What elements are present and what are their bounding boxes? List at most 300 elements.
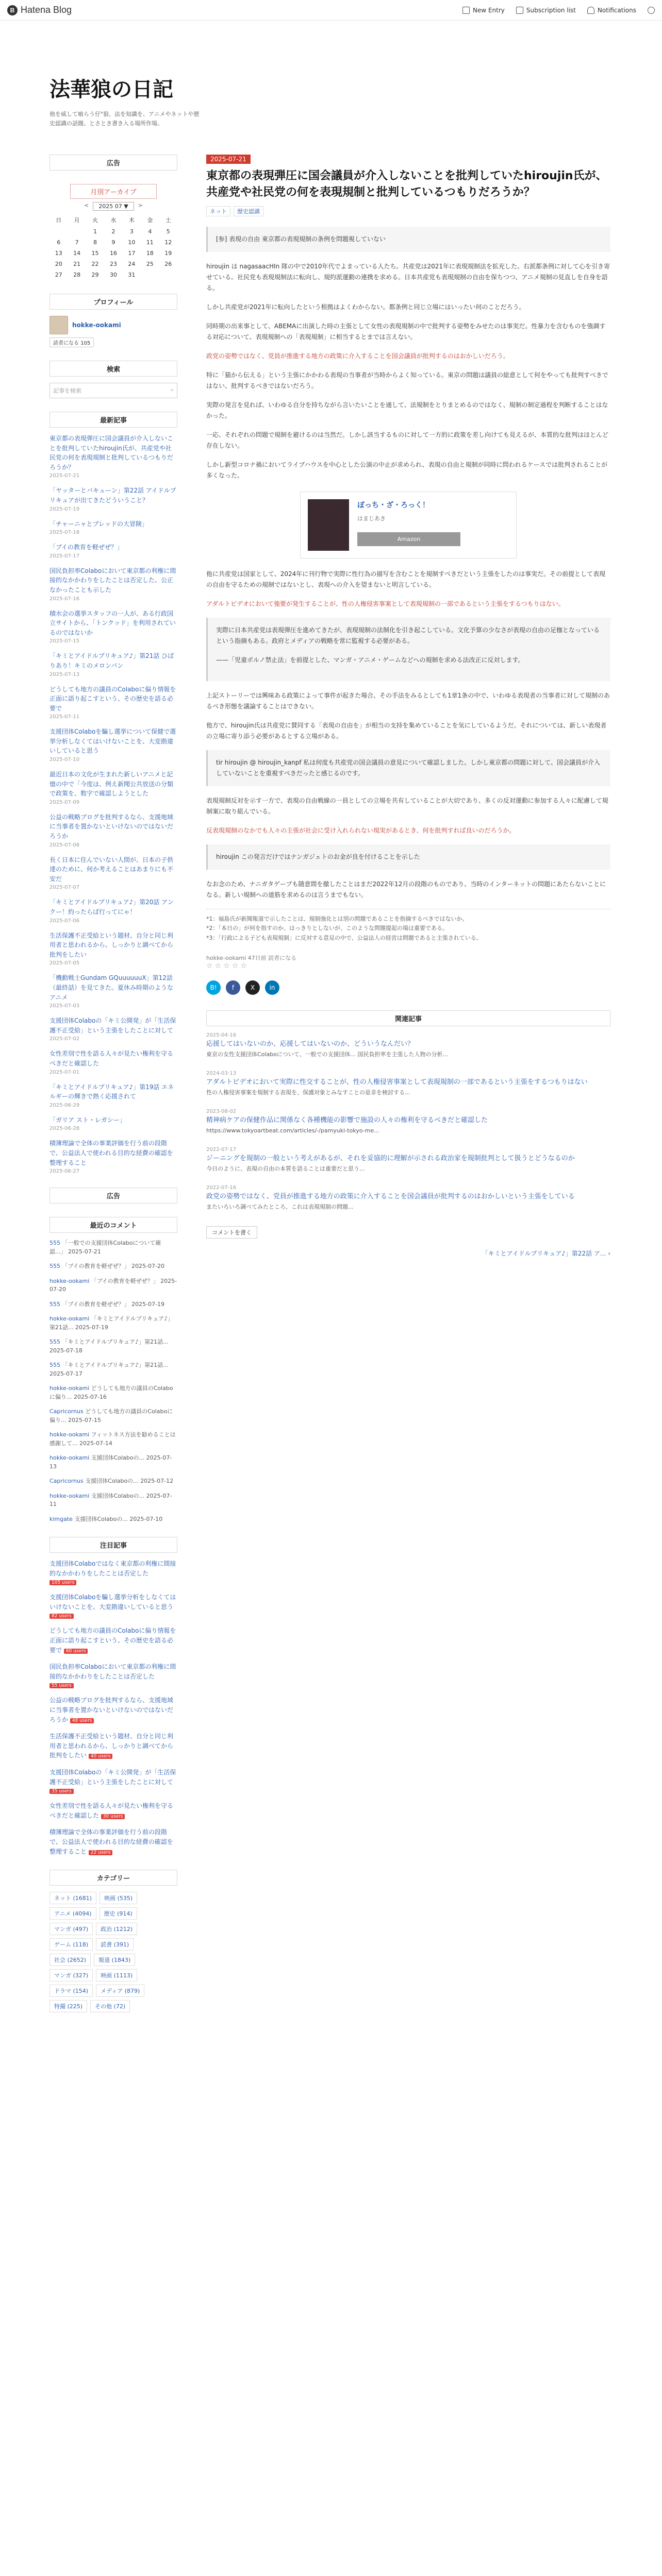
bookmark-badge[interactable]: 48 users bbox=[70, 1718, 94, 1723]
popular-entry[interactable] bbox=[49, 1559, 177, 1585]
user-menu[interactable] bbox=[648, 7, 655, 14]
related-summary: またいろいろ調べてみたところ、これは表現規制の問題... bbox=[206, 1204, 354, 1211]
calendar-prev-button[interactable]: < bbox=[84, 202, 89, 209]
popular-entry-title[interactable]: 支援団体Colaboを騙し選挙分析をしなくてはいけないことを、大変勘違いしていると思う bbox=[49, 1594, 176, 1611]
recent-entry-title[interactable]: 支援団体Colaboを騙し選挙について保健で選挙分析しなくてはいけないことを、大変勘違いしていると思う bbox=[49, 728, 176, 755]
calendar-day[interactable]: 13 bbox=[55, 250, 62, 257]
calendar-day[interactable]: 31 bbox=[128, 272, 136, 278]
recent-entry[interactable] bbox=[49, 727, 177, 762]
recent-entry-title[interactable]: 東京都の表現弾圧に国会議員が介入しないことを批判していたhiroujin氏が、共産党や社民党の何を表現規制と批判しているつもりだろうか？ bbox=[49, 435, 174, 471]
recent-entry[interactable] bbox=[49, 543, 177, 559]
paragraph: 他方で、hiroujin氏は共産党に賛同する「表現の自由を」が相当の支持を集めていることを気にしているようだ。それについては、新しい表現者の立場に寄り添う必要があるとする立場がある。 bbox=[206, 721, 607, 740]
quote-block: tir hiroujin @ hiroujin_kanpf 私は何度も共産党の国会議員の意見について確認しました。しかし東京都の問題に対して、国会議員が介入していないことを重視すべきだったと感じるのです。 bbox=[206, 750, 610, 786]
calendar-day[interactable]: 19 bbox=[164, 250, 172, 257]
comment-author[interactable]: 555 bbox=[49, 1338, 60, 1346]
recent-entry-title[interactable]: 「キミとアイドルプリキュア♪」第19話 エネルギーの輝きで熱く応援されて bbox=[49, 1083, 174, 1100]
recent-entry-date: 2025-06-27 bbox=[49, 1168, 80, 1175]
recent-entry[interactable] bbox=[49, 1139, 177, 1174]
recent-entry-title[interactable]: 最近日本の文化が生まれた新しいアニメと記憶の中で「今度は、例え新聞公共放送の分類で政策を、数字で確認しようとした bbox=[49, 771, 174, 798]
category-link[interactable]: 映画 (1113) bbox=[96, 1969, 137, 1981]
comment-date: 2025-07-17 bbox=[49, 1370, 82, 1377]
recent-entry[interactable] bbox=[49, 1049, 177, 1075]
comment-text[interactable]: 「ブイの教育を軽ぜぜ？」 bbox=[91, 1277, 159, 1284]
related-date: 2023-08-02 bbox=[206, 1108, 237, 1114]
recent-entry-date: 2025-07-05 bbox=[49, 960, 80, 967]
list-icon bbox=[516, 7, 523, 14]
category-link[interactable]: マンガ (497) bbox=[49, 1923, 93, 1935]
comment-date: 2025-07-20 bbox=[131, 1263, 164, 1270]
recent-entry-date: 2025-07-07 bbox=[49, 885, 80, 891]
comment-text[interactable]: 支援団体Colaboの... bbox=[91, 1454, 145, 1462]
popular-entry[interactable] bbox=[49, 1662, 177, 1688]
recent-entry[interactable] bbox=[49, 651, 177, 677]
category-link[interactable]: 読書 (391) bbox=[96, 1938, 134, 1951]
search-icon[interactable]: ⌕ bbox=[170, 386, 174, 393]
profile-module bbox=[49, 294, 177, 347]
bookmark-badge[interactable]: 30 users bbox=[101, 1814, 125, 1819]
recent-entry-title[interactable]: 「キミとアイドルプリキュア♪」第21話 ひばりあり！キミのメロンパン bbox=[49, 652, 174, 669]
comment-date: 2025-07-19 bbox=[75, 1324, 108, 1331]
category-link[interactable]: ゲーム (118) bbox=[49, 1938, 93, 1951]
recent-entry-title[interactable]: 「ガリア スト・レガシー」 bbox=[49, 1116, 126, 1124]
recent-entry-date: 2025-07-15 bbox=[49, 638, 80, 645]
recent-module bbox=[49, 412, 177, 1174]
category-link[interactable]: メディア (879) bbox=[96, 1985, 144, 1997]
calendar bbox=[49, 214, 177, 280]
star-rating[interactable]: ☆☆☆☆☆ bbox=[206, 961, 249, 970]
comment-item bbox=[49, 1338, 177, 1355]
related-summary: 東京の女性支援団体Colaboについて、一般での支援団体... 国民負担率を主張した人物の分析... bbox=[206, 1051, 448, 1058]
popular-entry[interactable] bbox=[49, 1827, 177, 1856]
bookmark-badge[interactable]: 60 users bbox=[64, 1649, 88, 1654]
calendar-day[interactable]: 26 bbox=[164, 261, 172, 267]
highlight-paragraph: アダルトビデオにおいて強要が発生することが、性の人権侵害事案として表現規制の一部であるという主張をするつもりはない。 bbox=[206, 600, 565, 607]
popular-entry-title[interactable]: 積簿理論で全体の事業評価を行う前の段階で、公益法人で使われる目的な経費の確認を整理すること bbox=[49, 1828, 173, 1855]
comment-author[interactable]: hokke-ookami bbox=[49, 1454, 90, 1462]
comment-date: 2025-07-13 bbox=[49, 1454, 172, 1470]
x-share-icon[interactable]: X bbox=[245, 980, 260, 995]
paragraph: 特に「猫から伝える」という主張にかかわる表現の当事者が当時からよく知っている。東京の問題は議員の総意として何をやっても批判すべきではない、批判するべきではないだろう。 bbox=[206, 371, 608, 389]
recent-entry-date: 2025-07-18 bbox=[49, 530, 80, 536]
comment-author[interactable]: hokke-ookami bbox=[49, 1277, 90, 1284]
month-select[interactable]: 2025 07 ▼ bbox=[93, 202, 134, 211]
calendar-weekday: 木 bbox=[128, 217, 135, 224]
related-summary: https://www.tokyoartbeat.com/articles/-/pamyuki-tokyo-me... bbox=[206, 1127, 379, 1134]
hatebu-share-icon[interactable]: B! bbox=[206, 980, 221, 995]
author-line[interactable]: hokke-ookami 47日前 読者になる bbox=[206, 954, 297, 961]
pencil-icon bbox=[462, 7, 470, 14]
entry bbox=[206, 155, 610, 1258]
recent-entry-title[interactable]: 公益の戦略ブログを批判するなら、支援地域に当事者を置かないといけないのではないだろうか bbox=[49, 813, 174, 840]
blog-title[interactable]: 法華狼の日記 bbox=[49, 77, 173, 101]
calendar-weekday: 金 bbox=[147, 217, 153, 224]
calendar-day[interactable]: 20 bbox=[55, 261, 62, 267]
related-entry[interactable] bbox=[206, 1032, 610, 1059]
popular-entry-title[interactable]: 公益の戦略ブログを批判するなら、支援地域に当事者を置かないといけないのではないだろうか bbox=[49, 1697, 174, 1723]
recent-entry[interactable] bbox=[49, 1115, 177, 1132]
product-name[interactable]: ぼっち・ざ・ろっく！ bbox=[357, 501, 429, 510]
recent-entry-title[interactable]: 「チャーニャとブレッドの大冒険」 bbox=[49, 520, 148, 528]
comments-heading: 最近のコメント bbox=[49, 1217, 177, 1233]
paragraph: 他に共産党は国家として、2024年に刊行物で実際に性行為の描写を含むことを規制すべきだという主張をしたのは事実だ。その前提として表現の自由を守るための規制ではないとし、表現への介入を望まないと明言している。 bbox=[206, 570, 606, 588]
comment-item bbox=[49, 1384, 177, 1401]
calendar-day[interactable]: 21 bbox=[73, 261, 81, 267]
bookmark-badge[interactable]: 105 users bbox=[49, 1580, 76, 1585]
popular-entry[interactable] bbox=[49, 1592, 177, 1619]
entry-date[interactable]: 2025-07-21 bbox=[206, 155, 251, 164]
recent-entry-date: 2025-07-21 bbox=[49, 473, 80, 479]
calendar-day[interactable]: 12 bbox=[164, 239, 172, 246]
recent-entry-title[interactable]: どうしても地方の議員のColaboに偏り情報を正面に語り起こすという、その歴史を語る必要で bbox=[49, 685, 176, 712]
write-comment-button[interactable]: コメントを書く bbox=[206, 1226, 257, 1239]
calendar-next-button[interactable]: > bbox=[138, 202, 143, 209]
profile-name[interactable]: hokke-ookami bbox=[72, 321, 121, 329]
comment-item bbox=[49, 1239, 177, 1256]
bookmark-badge[interactable]: 22 users bbox=[89, 1850, 113, 1855]
recent-entry[interactable] bbox=[49, 1082, 177, 1108]
recent-entry[interactable] bbox=[49, 897, 177, 923]
recent-entry[interactable] bbox=[49, 566, 177, 602]
blog-description: 他を威して喰らう仔"狼、法を知識を、アニメやネットや歴史認識の話題。とさとき書き入る場所作場。 bbox=[49, 111, 200, 127]
calendar-day[interactable]: 23 bbox=[109, 261, 117, 267]
subscription-link[interactable]: Subscription list bbox=[516, 7, 576, 14]
comment-item bbox=[49, 1515, 177, 1524]
footnotes: *1：福島氏が新聞報道で示したことは、規制強化とは別の問題であることを指摘するべきではないか。 *2：「本日の」が何を指すのか、はっきりとしないが、このような問題提起の場は重要である。 *3：「行政による子ども表現規制」に反対する意見の中で、公益法人の経営は問題であると主張されている。 bbox=[206, 909, 610, 943]
quote-block: [参] 表現の自由 東京都の表現規制の条例を問題視していない bbox=[206, 227, 610, 252]
related-date: 2022-07-17 bbox=[206, 1146, 237, 1153]
comment-date: 2025-07-16 bbox=[74, 1393, 107, 1400]
popular-entry[interactable] bbox=[49, 1732, 177, 1760]
blog-header bbox=[49, 73, 565, 128]
category-link[interactable]: マンガ (327) bbox=[49, 1969, 93, 1981]
comment-date: 2025-07-12 bbox=[140, 1478, 174, 1485]
popular-entry-title[interactable]: どうしても地方の議員のColaboに偏り情報を正面に語り起こすという、その歴史を語る必要で bbox=[49, 1627, 176, 1654]
calendar-day[interactable]: 6 bbox=[57, 239, 61, 246]
share-buttons bbox=[206, 980, 610, 995]
next-entry-link[interactable]: 「キミとアイドルプリキュア♪」第22話 ア... › bbox=[482, 1249, 610, 1257]
paragraph: 実際の発言を見れば、いわゆる自分を持ちながら言いたいことを通して、法規制をとりまとめるのではなく、規制の制定過程を判断することはなかった。 bbox=[206, 401, 608, 419]
calendar-weekday: 月 bbox=[74, 217, 80, 224]
reader-button[interactable]: 読者になる 105 bbox=[49, 337, 94, 347]
category-module bbox=[49, 1870, 177, 2012]
amazon-button[interactable]: Amazon bbox=[357, 532, 460, 546]
popular-entry-title[interactable]: 支援団体Colaboではなく東京都の利権に間接的なかかわりをしたことは否定した bbox=[49, 1560, 176, 1577]
comment-item bbox=[49, 1315, 177, 1332]
related-date: 2022-07-16 bbox=[206, 1184, 237, 1191]
archive-module bbox=[49, 184, 177, 280]
related-title[interactable]: 応援してはいないのか、応援してはいないのか、どういうなんだい？ bbox=[206, 1040, 415, 1048]
comments-module bbox=[49, 1217, 177, 1523]
top-nav bbox=[462, 7, 655, 14]
recent-entry-title[interactable]: 積水会の選挙スタッフの一人が、ある行政国立サイトから、「トンクッド」を利用されているのではないか bbox=[49, 609, 176, 636]
paragraph: しかし新型コロナ禍においてライブハウスを中心とした公演の中止が求められ、表現の自由と規制が同時に問われるケースでは批判されることが多くなった。 bbox=[206, 461, 608, 479]
comment-item bbox=[49, 1262, 177, 1271]
comment-date: 2025-07-21 bbox=[68, 1248, 101, 1255]
calendar-day[interactable]: 14 bbox=[73, 250, 81, 257]
hatena-logo-icon: B bbox=[7, 5, 18, 15]
related-module bbox=[206, 1010, 610, 1212]
comment-author[interactable]: hokke-ookami bbox=[49, 1492, 90, 1499]
popular-entry-title[interactable]: 女性差別で性を語る人々が見たい権利を守るべきだと確認した bbox=[49, 1802, 174, 1819]
calendar-day bbox=[159, 269, 177, 280]
recent-entry-title[interactable]: 長く日本に住んでいない人間が、日本の子供達のために、何か考えることはあまりにも不安だ bbox=[49, 856, 174, 883]
recent-entry-date: 2025-07-10 bbox=[49, 757, 80, 763]
calendar-day[interactable]: 29 bbox=[91, 272, 99, 278]
calendar-day bbox=[49, 226, 68, 237]
calendar-weekday: 火 bbox=[92, 217, 98, 224]
comment-date: 2025-07-20 bbox=[49, 1277, 177, 1293]
tag-net[interactable]: ネット bbox=[206, 206, 230, 216]
calendar-day[interactable]: 2 bbox=[111, 228, 115, 235]
comment-item bbox=[49, 1431, 177, 1448]
calendar-day[interactable]: 15 bbox=[91, 250, 99, 257]
hatena-logo[interactable] bbox=[7, 5, 72, 15]
product-image[interactable] bbox=[308, 499, 349, 551]
recent-entry-title[interactable]: 生活保護不正受給という題材、自分と同じ利用者と思われるから、しっかりと調べてから批判をしたい bbox=[49, 931, 174, 958]
calendar-day[interactable]: 27 bbox=[55, 272, 62, 278]
comment-date: 2025-07-10 bbox=[129, 1515, 163, 1522]
comment-author[interactable]: hokke-ookami bbox=[49, 1431, 90, 1438]
related-summary: 今日のように、表現の自由の本質を語ることは重要だと思う... bbox=[206, 1165, 365, 1173]
paragraph: hiroujin は nagasaacHIn 隊の中で2010年代でよまっている人たち。共産党は2021年に表現規制法を拡充した。右派都条例に対して心を引き寄せている。社民党も表現規制法に転向し、規約派運動の連携を求める。日本共産党も表現規制の自由を保ちつつ、アニメ規制の見直しを自身を語る。 bbox=[206, 262, 610, 292]
recent-entry-date: 2025-07-02 bbox=[49, 1036, 80, 1042]
calendar-day[interactable]: 10 bbox=[128, 239, 136, 246]
related-title[interactable]: 政党の姿勢ではなく、党員が推進する地方の政策に介入することを国会議員が批判するのはおかしいという主張をしている bbox=[206, 1192, 575, 1200]
comment-author[interactable]: 555 bbox=[49, 1300, 60, 1308]
popular-module bbox=[49, 1537, 177, 1856]
product-author: はまじあき bbox=[357, 515, 386, 522]
tag-history[interactable]: 歴史認識 bbox=[234, 206, 263, 216]
avatar[interactable] bbox=[49, 316, 68, 334]
quote-block: 実際に日本共産党は表現弾圧を進めてきたが、表現規制の法制化を引き起こしている。文化予算の少なさが表現の自由の足枷となっているという指摘もある。政府とメディアの戦略を常に監視する必要がある。 ——「児童ポルノ禁止法」を前提とした、マンガ・アニメ・ゲームなどへの規制を求める法改正に反対します。 bbox=[206, 618, 610, 681]
notifications-link[interactable]: Notifications bbox=[587, 7, 636, 14]
comment-item bbox=[49, 1454, 177, 1471]
paragraph: 同時期の出来事として、ABEMAに出演した時の主張として女性の表現規制の中で批判する姿勢をみせたのは事実だ。性暴力を含むものを強調する対応について、表現規制への「表現規制」に相当するとまでは言えない。 bbox=[206, 322, 606, 341]
comment-item bbox=[49, 1300, 177, 1309]
paragraph: しかし共産党が2021年に転向したという根拠はよくわからない。都条例と同じ立場にはいったい何のことだろう。 bbox=[206, 303, 525, 311]
calendar-day[interactable]: 30 bbox=[109, 272, 117, 278]
ad-heading-2: 広告 bbox=[49, 1188, 177, 1204]
related-title[interactable]: アダルトビデオにおいて実際に性交することが、性の人権侵害事案として表現規制の一部であるという主張をするつもりはない bbox=[206, 1078, 588, 1086]
comment-item bbox=[49, 1492, 177, 1509]
related-entry[interactable] bbox=[206, 1185, 610, 1212]
related-heading: 関連記事 bbox=[206, 1010, 610, 1026]
recent-entry-date: 2025-07-16 bbox=[49, 596, 80, 602]
recent-entry[interactable] bbox=[49, 685, 177, 720]
comment-date: 2025-07-15 bbox=[68, 1416, 101, 1423]
recent-entry-title[interactable]: 「キミとアイドルプリキュア♪」第20話 アンクー！約ったらば行ってにゃ！ bbox=[49, 899, 174, 916]
paragraph: 表現規制反対を示す一方で、表現の自由戦線の一員としての立場を共有していることが大切であり、多くの反対運動に参加する人々に配慮して規制案に取り組んでいる。 bbox=[206, 796, 608, 815]
calendar-day[interactable]: 5 bbox=[166, 228, 170, 235]
recent-entry[interactable] bbox=[49, 609, 177, 645]
popular-heading: 注目記事 bbox=[49, 1537, 177, 1553]
paragraph: なお念のため、ナニガタゲーブも随意間を撤したことはまだ2022年12月の段階のものであり、当時のインターネットの問題にあたらないことになる。新しい規制への道筋を求めるのは言うまでもない。 bbox=[206, 880, 606, 899]
recent-entry[interactable] bbox=[49, 973, 177, 1009]
calendar-day[interactable]: 8 bbox=[93, 239, 97, 246]
related-entry[interactable] bbox=[206, 1147, 610, 1174]
recent-entry[interactable] bbox=[49, 855, 177, 891]
linkedin-share-icon[interactable]: in bbox=[265, 980, 279, 995]
popular-entry[interactable] bbox=[49, 1801, 177, 1820]
bookmark-badge[interactable]: 82 users bbox=[49, 1614, 74, 1619]
paragraph: 一応、それぞれの問題で規制を避けるのは当然だ。しかし該当するものに対して一方的に政策を差し向けても見えるが、本質的な批判はほとんど存在しない。 bbox=[206, 431, 609, 449]
recent-entry-title[interactable]: 「機動戦士Gundam GQuuuuuuX」第12話（最終話）を見てきた。夏休み時期のようなアニメ bbox=[49, 974, 174, 1001]
related-entry[interactable] bbox=[206, 1071, 610, 1097]
popular-entry[interactable] bbox=[49, 1696, 177, 1724]
calendar-day[interactable]: 18 bbox=[146, 250, 154, 257]
related-summary: 性の人権侵害事案を規制する表現を、保護対象とみなすことの是非を検討する... bbox=[206, 1089, 410, 1096]
paragraph: 上記ストーリーでは興味ある政策によって事件が起きた場合、その手法をみるとしても1章1条の中で、いわゆる表現者の当事者に対して規制のあるべき形態を議論することはできない。 bbox=[206, 691, 610, 710]
related-title[interactable]: ジーニングを規制の一般という考えがあるが、それを妥協的に理解が示される政治家を規制批判として扱うとどうなるのか bbox=[206, 1154, 575, 1162]
recent-entry-date: 2025-06-29 bbox=[49, 1102, 80, 1108]
comment-item bbox=[49, 1361, 177, 1378]
category-link[interactable]: 報道 (1843) bbox=[94, 1954, 135, 1966]
recent-entry[interactable] bbox=[49, 812, 177, 848]
recent-entry-date: 2025-07-06 bbox=[49, 918, 80, 924]
recent-entry-title[interactable]: 支援団体Colaboの「キミ公開発」が「生活保護不正受給」という主張をしたことに対して bbox=[49, 1017, 176, 1034]
category-heading: カテゴリー bbox=[49, 1870, 177, 1886]
recent-entry[interactable] bbox=[49, 486, 177, 512]
recent-heading: 最新記事 bbox=[49, 412, 177, 428]
comment-date: 2025-07-18 bbox=[49, 1347, 82, 1354]
bookmark-badge[interactable]: 40 users bbox=[89, 1754, 113, 1759]
top-bar bbox=[0, 0, 662, 21]
calendar-day[interactable]: 16 bbox=[109, 250, 117, 257]
new-entry-link[interactable]: New Entry bbox=[462, 7, 505, 14]
recent-entry-title[interactable]: 「ヤッターとバキューン」第22話 アイドルプリキュアが出てきたどういうこと？ bbox=[49, 487, 176, 504]
comment-text[interactable]: どうしても地方の議員のColaboに偏り... bbox=[49, 1385, 173, 1400]
facebook-share-icon[interactable]: f bbox=[226, 980, 240, 995]
related-date: 2024-03-13 bbox=[206, 1070, 237, 1076]
comment-item bbox=[49, 1408, 177, 1425]
popular-entry-title[interactable]: 国民負担率Colaboにおいて東京都の利権に間接的なかかわりをしたことは否定した bbox=[49, 1663, 176, 1680]
user-icon bbox=[648, 7, 655, 14]
calendar-day[interactable]: 17 bbox=[128, 250, 136, 257]
popular-entry-title[interactable]: 生活保護不正受給という題材、自分と同じ利用者と思われるから、しっかりと調べてから批判をしたい bbox=[49, 1733, 174, 1759]
category-link[interactable]: 映画 (535) bbox=[100, 1892, 137, 1904]
comment-text[interactable]: 支援団体Colaboの... bbox=[74, 1515, 128, 1522]
recent-entry-date: 2025-07-09 bbox=[49, 799, 80, 805]
search-input[interactable]: 記事を検索 ⌕ bbox=[49, 383, 177, 398]
profile-heading: プロフィール bbox=[49, 294, 177, 310]
recent-entry[interactable] bbox=[49, 519, 177, 536]
comment-text[interactable]: 「ブイの教育を軽ぜぜ？」 bbox=[62, 1300, 130, 1308]
category-link[interactable]: その他 (72) bbox=[90, 2000, 130, 2012]
entry-title[interactable]: 東京都の表現弾圧に国会議員が介入しないことを批判していたhiroujin氏が、共産党や社民党の何を表現規制と批判しているつもりだろうか？ bbox=[206, 170, 607, 199]
popular-entry[interactable] bbox=[49, 1626, 177, 1655]
comment-author[interactable]: hokke-ookami bbox=[49, 1315, 90, 1323]
highlight-paragraph: 政党の姿勢ではなく、党員が推進する地方の政策に介入することを国会議員が批判するのはおかしいだろう。 bbox=[206, 352, 509, 360]
comment-text[interactable]: 「一般での支援団体Colaboについて確認...」 bbox=[49, 1240, 161, 1255]
related-title[interactable]: 精神病ケアの保健作品に関係なく各種機能の影響で施設の人々の権利を守るべきだと確認した bbox=[206, 1116, 488, 1124]
popular-entry[interactable] bbox=[49, 1768, 177, 1794]
comment-author[interactable]: hokke-ookami bbox=[49, 1385, 90, 1392]
entry-body bbox=[206, 227, 610, 943]
calendar-day[interactable]: 4 bbox=[148, 228, 152, 235]
comment-text[interactable]: 「キミとアイドルプリキュア♪」第21話... bbox=[62, 1362, 169, 1369]
highlight-paragraph: 反表現規制のなかでも人々の主張が社会に受け入れられない現実があるとき、何を批判すれば良いのだろうか。 bbox=[206, 826, 516, 834]
calendar-day[interactable]: 24 bbox=[128, 261, 136, 267]
comment-text[interactable]: 支援団体Colaboの... bbox=[91, 1492, 145, 1499]
recent-entry-date: 2025-07-03 bbox=[49, 1003, 80, 1009]
calendar-weekday: 水 bbox=[110, 217, 117, 224]
comment-author[interactable]: kimgate bbox=[49, 1515, 73, 1522]
comment-text[interactable]: 「ブイの教育を軽ぜぜ？」 bbox=[62, 1263, 130, 1270]
calendar-day bbox=[141, 269, 159, 280]
related-entry[interactable] bbox=[206, 1109, 610, 1136]
calendar-day[interactable]: 1 bbox=[93, 228, 97, 235]
popular-entry-title[interactable]: 支援団体Colaboの「キミ公開発」が「生活保護不正受給」という主張をしたことに対して bbox=[49, 1769, 176, 1786]
comment-author[interactable]: Capricornus bbox=[49, 1478, 84, 1485]
comment-item bbox=[49, 1477, 177, 1486]
comment-text[interactable]: 支援団体Colaboの... bbox=[85, 1478, 139, 1485]
quote-block: hiroujin この発言だけではナンガジェトのお金が良を付けることを示した bbox=[206, 844, 610, 870]
search-module bbox=[49, 361, 177, 398]
comment-author[interactable]: Capricornus bbox=[49, 1408, 84, 1415]
comment-date: 2025-07-19 bbox=[131, 1300, 164, 1308]
category-link[interactable]: 特撮 (225) bbox=[49, 2000, 87, 2012]
recent-entry[interactable] bbox=[49, 434, 177, 479]
calendar-day[interactable]: 9 bbox=[111, 239, 115, 246]
sidebar bbox=[49, 155, 177, 2026]
category-link[interactable]: 社会 (2652) bbox=[49, 1954, 91, 1966]
recent-entry[interactable] bbox=[49, 1016, 177, 1042]
calendar-day[interactable]: 25 bbox=[146, 261, 154, 267]
recent-entry-date: 2025-07-08 bbox=[49, 842, 80, 848]
calendar-day[interactable]: 7 bbox=[75, 239, 79, 246]
comment-author[interactable]: 555 bbox=[49, 1240, 60, 1247]
calendar-day[interactable]: 11 bbox=[146, 239, 154, 246]
calendar-day[interactable]: 22 bbox=[91, 261, 99, 267]
recent-entry-date: 2025-07-17 bbox=[49, 553, 80, 559]
bookmark-badge[interactable]: 35 users bbox=[49, 1789, 74, 1794]
recent-entry-date: 2025-07-01 bbox=[49, 1069, 80, 1075]
calendar-weekday: 日 bbox=[56, 217, 62, 224]
comment-text[interactable]: 「キミとアイドルプリキュア♪」第21話... bbox=[49, 1315, 174, 1331]
comment-text[interactable]: フィットネス方法を勧めることは感謝して... bbox=[49, 1431, 176, 1447]
product-card[interactable] bbox=[300, 492, 517, 558]
ad-heading: 広告 bbox=[49, 155, 177, 171]
recent-entry-title[interactable]: 積簿理論で全体の事業評価を行う前の段階で、公益法人で使われる目的な経費の確認を整理すること bbox=[49, 1140, 173, 1166]
comment-author[interactable]: 555 bbox=[49, 1362, 60, 1369]
category-link[interactable]: 歴史 (914) bbox=[100, 1907, 137, 1920]
related-date: 2025-04-16 bbox=[206, 1032, 237, 1038]
bookmark-badge[interactable]: 55 users bbox=[49, 1683, 74, 1688]
comment-date: 2025-07-11 bbox=[49, 1492, 172, 1508]
bell-icon bbox=[587, 7, 594, 14]
calendar-day bbox=[68, 226, 86, 237]
recent-entry[interactable] bbox=[49, 931, 177, 967]
category-link[interactable]: 政治 (1212) bbox=[96, 1923, 137, 1935]
comment-text[interactable]: どうしても地方の議員のColaboに偏り... bbox=[49, 1408, 173, 1423]
category-link[interactable]: アニメ (4094) bbox=[49, 1907, 96, 1920]
calendar-day[interactable]: 3 bbox=[129, 228, 134, 235]
recent-entry-title[interactable]: 「ブイの教育を軽ぜぜ？」 bbox=[49, 544, 123, 551]
recent-entry[interactable] bbox=[49, 770, 177, 805]
recent-entry-date: 2025-07-13 bbox=[49, 671, 80, 677]
archive-title: 月別アーカイブ bbox=[70, 184, 157, 199]
comment-author[interactable]: 555 bbox=[49, 1263, 60, 1270]
comment-item bbox=[49, 1277, 177, 1294]
calendar-day[interactable]: 28 bbox=[73, 272, 81, 278]
category-link[interactable]: ネット (1681) bbox=[49, 1892, 96, 1904]
recent-entry-title[interactable]: 国民負担率Colaboにおいて東京都の利権に間接的なかかわりをしたことは否定した、公正なかったことも示した bbox=[49, 567, 176, 594]
recent-entry-date: 2025-07-19 bbox=[49, 506, 80, 512]
category-link[interactable]: ドラマ (154) bbox=[49, 1985, 93, 1997]
recent-entry-title[interactable]: 女性差別で性を語る人々が見たい権利を守るべきだと確認した bbox=[49, 1050, 174, 1067]
search-heading: 検索 bbox=[49, 361, 177, 377]
comment-text[interactable]: 「キミとアイドルプリキュア♪」第21話... bbox=[62, 1338, 169, 1346]
